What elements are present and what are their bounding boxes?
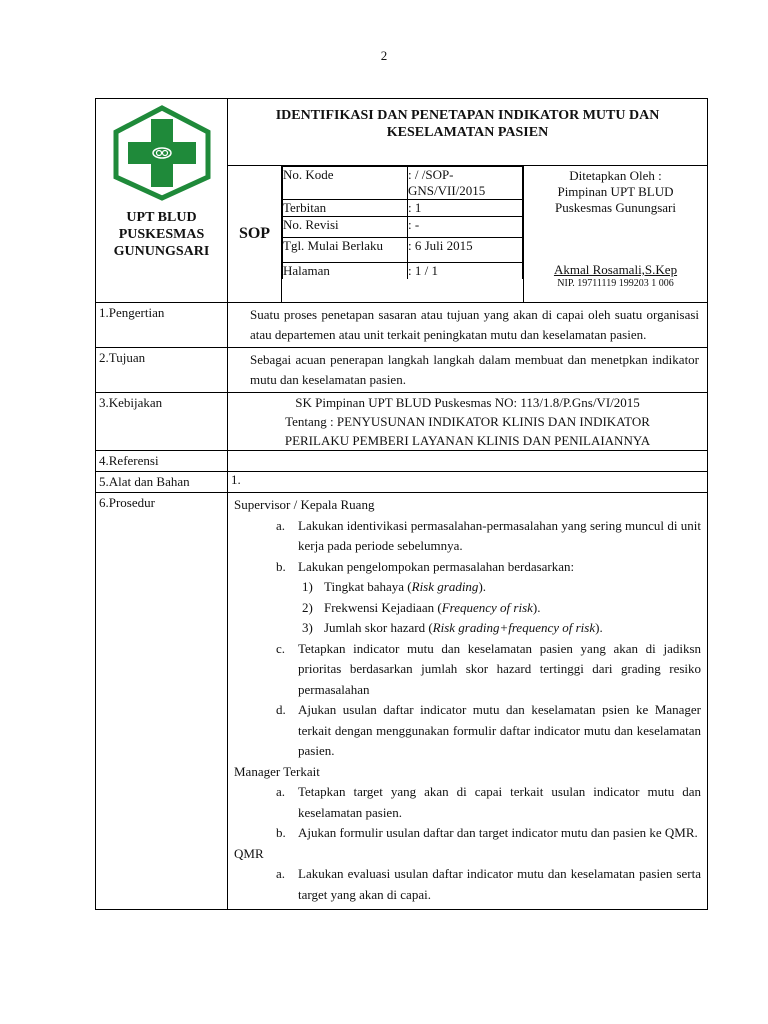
list-subitem: 3) Jumlah skor hazard (Risk grading+frequency of risk).: [302, 620, 603, 635]
field-value-revisi: : -: [408, 217, 523, 238]
role-qmr: QMR: [234, 845, 264, 861]
section-text-kebijakan: SK Pimpinan UPT BLUD Puskesmas NO: 113/1.8/P.Gns/VI/2015 Tentang : PENYUSUNAN INDIKATOR KLINIS DAN INDIKATOR PERILAKU PEMBERI LAYANAN KLINIS DAN PENILAIANNYA: [228, 393, 708, 451]
section-text-pengertian: Suatu proses penetapan sasaran atau tujuan yang akan di capai oleh suatu organisasi atau departemen atau unit terkait peningkatan mutu dan keselamatan pasien.: [228, 303, 708, 348]
section-label-tujuan: 2.Tujuan: [96, 348, 228, 393]
field-label-revisi: No. Revisi: [283, 217, 408, 238]
list-subitem: 1) Tingkat bahaya (Risk grading).: [302, 579, 487, 594]
field-value-halaman: : 1 / 1: [408, 263, 523, 280]
list-item: a. Lakukan identivikasi permasalahan-permasalahan yang sering muncul di unit kerja pada periode sebelumnya.: [276, 517, 702, 553]
field-label-halaman: Halaman: [283, 263, 408, 280]
list-item: d. Ajukan usulan daftar indicator mutu dan keselamatan psien ke Manager terkait dengan menggunakan formulir daftar indicator mutu dan keselamatan pasien.: [276, 702, 702, 758]
field-value-tgl: : 6 Juli 2015: [408, 238, 523, 263]
role-manager: Manager Terkait: [234, 763, 320, 779]
approval-line1: Ditetapkan Oleh :: [569, 168, 662, 183]
puskesmas-logo-icon: [110, 105, 214, 201]
list-item: a. Lakukan evaluasi usulan daftar indicator mutu dan keselamatan pasien serta target yang akan di capai.: [276, 866, 702, 902]
section-label-referensi: 4.Referensi: [96, 451, 228, 472]
approval-line2: Pimpinan UPT BLUD Puskesmas Gunungsari: [555, 184, 676, 215]
page-number: 2: [380, 48, 388, 63]
sop-label: SOP: [228, 166, 282, 303]
role-supervisor: Supervisor / Kepala Ruang: [234, 497, 375, 512]
organization-name: UPT BLUD PUSKESMAS GUNUNGSARI: [113, 210, 210, 259]
section-label-kebijakan: 3.Kebijakan: [96, 393, 228, 451]
field-label-kode: No. Kode: [283, 167, 408, 200]
field-value-terbitan: : 1: [408, 200, 523, 217]
list-item: b. Ajukan formulir usulan daftar dan target indicator mutu dan pasien ke QMR.: [276, 825, 698, 840]
list-item: c. Tetapkan indicator mutu dan keselamatan pasien yang akan di jadiksn prioritas berdasarkan jumlah skor hazard tertinggi dari grading resiko permasalahan: [276, 640, 702, 697]
document-title: IDENTIFIKASI DAN PENETAPAN INDIKATOR MUTU DAN KESELAMATAN PASIEN: [228, 99, 708, 166]
list-item: b. Lakukan pengelompokan permasalahan berdasarkan:: [276, 558, 575, 574]
signer-name: Akmal Rosamali,S.Kep: [553, 262, 678, 277]
header-logo-cell: [96, 99, 228, 303]
document-fields: [282, 166, 524, 303]
section-label-prosedur: 6.Prosedur: [96, 493, 228, 910]
field-label-terbitan: Terbitan: [283, 200, 408, 217]
section-label-alat: 5.Alat dan Bahan: [96, 472, 228, 493]
sop-document-table: [95, 98, 708, 910]
list-subitem: 2) Frekwensi Kejadiaan (Frequency of risk).: [302, 599, 541, 615]
section-label-pengertian: 1.Pengertian: [96, 303, 228, 348]
section-text-referensi: [228, 451, 708, 472]
list-item: a. Tetapkan target yang akan di capai terkait usulan indicator mutu dan keselamatan pasien.: [276, 784, 702, 820]
field-value-kode: : / /SOP-GNS/VII/2015: [408, 167, 523, 200]
signer-nip: NIP. 19711119 199203 1 006: [557, 278, 674, 289]
field-label-tgl: Tgl. Mulai Berlaku: [283, 238, 408, 263]
approval-block: [524, 166, 708, 303]
section-text-alat: 1.: [228, 472, 708, 493]
section-text-prosedur: [228, 493, 708, 910]
section-text-tujuan: Sebagai acuan penerapan langkah langkah dalam membuat dan menetpkan indikator mutu dan keselamatan pasien.: [228, 348, 708, 393]
